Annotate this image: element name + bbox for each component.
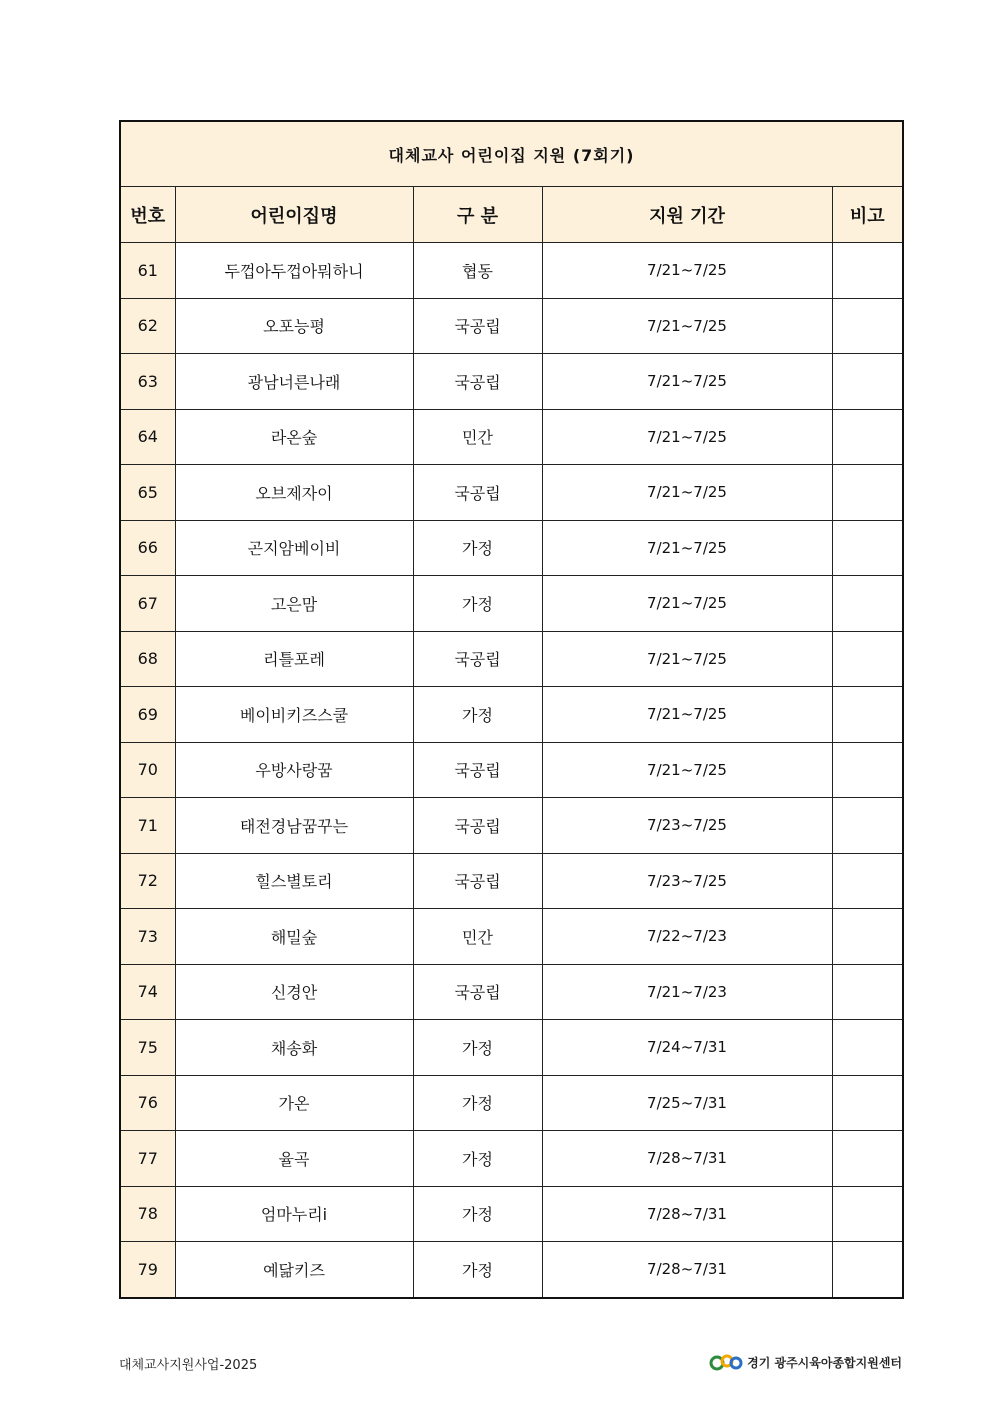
row-type: 국공립 (413, 298, 542, 354)
row-number: 66 (120, 520, 175, 576)
row-period: 7/24~7/31 (542, 1020, 832, 1076)
center-logo-icon (709, 1352, 743, 1372)
table-title: 대체교사 어린이집 지원 (7회기) (120, 121, 903, 187)
row-daycare-name: 해밀숲 (175, 909, 413, 965)
row-number: 78 (120, 1186, 175, 1242)
row-number: 70 (120, 742, 175, 798)
table-row (120, 243, 903, 299)
row-note (832, 687, 903, 743)
row-note (832, 520, 903, 576)
row-period: 7/21~7/25 (542, 409, 832, 465)
row-note (832, 354, 903, 410)
table-row (120, 742, 903, 798)
header-period: 지원 기간 (542, 187, 832, 243)
row-daycare-name: 엄마누리i (175, 1186, 413, 1242)
row-period: 7/21~7/25 (542, 465, 832, 521)
row-number: 74 (120, 964, 175, 1020)
table-row (120, 409, 903, 465)
footer-program-label: 대체교사지원사업-2025 (119, 1358, 258, 1373)
row-note (832, 298, 903, 354)
row-note (832, 409, 903, 465)
row-daycare-name: 두껍아두껍아뭐하니 (175, 243, 413, 299)
row-note (832, 243, 903, 299)
row-number: 67 (120, 576, 175, 632)
table-row (120, 1131, 903, 1187)
row-daycare-name: 고은맘 (175, 576, 413, 632)
table-row (120, 853, 903, 909)
row-period: 7/21~7/25 (542, 631, 832, 687)
table-row (120, 1020, 903, 1076)
row-note (832, 742, 903, 798)
row-type: 국공립 (413, 354, 542, 410)
row-number: 65 (120, 465, 175, 521)
row-number: 76 (120, 1075, 175, 1131)
row-type: 민간 (413, 409, 542, 465)
table-row (120, 631, 903, 687)
row-period: 7/23~7/25 (542, 798, 832, 854)
row-daycare-name: 태전경남꿈꾸는 (175, 798, 413, 854)
row-type: 가정 (413, 1186, 542, 1242)
row-note (832, 1186, 903, 1242)
row-number: 61 (120, 243, 175, 299)
row-daycare-name: 우방사랑꿈 (175, 742, 413, 798)
row-type: 가정 (413, 1131, 542, 1187)
row-type: 국공립 (413, 465, 542, 521)
row-note (832, 576, 903, 632)
row-period: 7/23~7/25 (542, 853, 832, 909)
row-number: 75 (120, 1020, 175, 1076)
row-type: 협동 (413, 243, 542, 299)
row-period: 7/21~7/25 (542, 298, 832, 354)
row-type: 가정 (413, 576, 542, 632)
header-name: 어린이집명 (175, 187, 413, 243)
row-period: 7/21~7/25 (542, 687, 832, 743)
table-row (120, 298, 903, 354)
row-note (832, 631, 903, 687)
row-period: 7/21~7/23 (542, 964, 832, 1020)
row-period: 7/21~7/25 (542, 742, 832, 798)
table-row (120, 964, 903, 1020)
row-period: 7/28~7/31 (542, 1131, 832, 1187)
row-type: 가정 (413, 1075, 542, 1131)
table-row (120, 1186, 903, 1242)
row-period: 7/28~7/31 (542, 1186, 832, 1242)
row-daycare-name: 예닮키즈 (175, 1242, 413, 1298)
row-daycare-name: 오포능평 (175, 298, 413, 354)
row-note (832, 909, 903, 965)
row-number: 63 (120, 354, 175, 410)
row-period: 7/21~7/25 (542, 354, 832, 410)
row-note (832, 1131, 903, 1187)
row-period: 7/25~7/31 (542, 1075, 832, 1131)
row-note (832, 1242, 903, 1298)
row-period: 7/21~7/25 (542, 576, 832, 632)
table-body (120, 243, 903, 1298)
table-row (120, 1242, 903, 1298)
row-number: 77 (120, 1131, 175, 1187)
row-type: 국공립 (413, 742, 542, 798)
table-row (120, 354, 903, 410)
row-type: 가정 (413, 1020, 542, 1076)
table-row (120, 798, 903, 854)
table-row (120, 576, 903, 632)
row-number: 64 (120, 409, 175, 465)
support-table (119, 120, 904, 1299)
footer-center-name: 경기 광주시육아종합지원센터 (747, 1355, 902, 1370)
row-type: 국공립 (413, 853, 542, 909)
row-period: 7/21~7/25 (542, 520, 832, 576)
table-row (120, 909, 903, 965)
row-number: 62 (120, 298, 175, 354)
table-row (120, 465, 903, 521)
row-period: 7/28~7/31 (542, 1242, 832, 1298)
row-note (832, 798, 903, 854)
row-daycare-name: 신경안 (175, 964, 413, 1020)
row-daycare-name: 힐스별토리 (175, 853, 413, 909)
header-number: 번호 (120, 187, 175, 243)
row-period: 7/21~7/25 (542, 243, 832, 299)
row-period: 7/22~7/23 (542, 909, 832, 965)
row-type: 국공립 (413, 631, 542, 687)
row-daycare-name: 오브제자이 (175, 465, 413, 521)
header-type: 구 분 (413, 187, 542, 243)
row-daycare-name: 광남너른나래 (175, 354, 413, 410)
row-number: 79 (120, 1242, 175, 1298)
row-type: 가정 (413, 687, 542, 743)
row-number: 73 (120, 909, 175, 965)
row-daycare-name: 리틀포레 (175, 631, 413, 687)
row-type: 가정 (413, 520, 542, 576)
table-row (120, 520, 903, 576)
row-type: 가정 (413, 1242, 542, 1298)
row-type: 민간 (413, 909, 542, 965)
row-number: 69 (120, 687, 175, 743)
header-row (120, 187, 903, 243)
row-note (832, 964, 903, 1020)
row-daycare-name: 채송화 (175, 1020, 413, 1076)
row-note (832, 465, 903, 521)
row-daycare-name: 율곡 (175, 1131, 413, 1187)
footer-center (709, 1352, 902, 1372)
table-row (120, 687, 903, 743)
header-note: 비고 (832, 187, 903, 243)
row-daycare-name: 가온 (175, 1075, 413, 1131)
row-note (832, 853, 903, 909)
row-note (832, 1075, 903, 1131)
row-note (832, 1020, 903, 1076)
row-number: 71 (120, 798, 175, 854)
row-daycare-name: 베이비키즈스쿨 (175, 687, 413, 743)
row-type: 국공립 (413, 964, 542, 1020)
row-number: 68 (120, 631, 175, 687)
row-daycare-name: 라온숲 (175, 409, 413, 465)
row-daycare-name: 곤지암베이비 (175, 520, 413, 576)
row-number: 72 (120, 853, 175, 909)
table-row (120, 1075, 903, 1131)
row-type: 국공립 (413, 798, 542, 854)
